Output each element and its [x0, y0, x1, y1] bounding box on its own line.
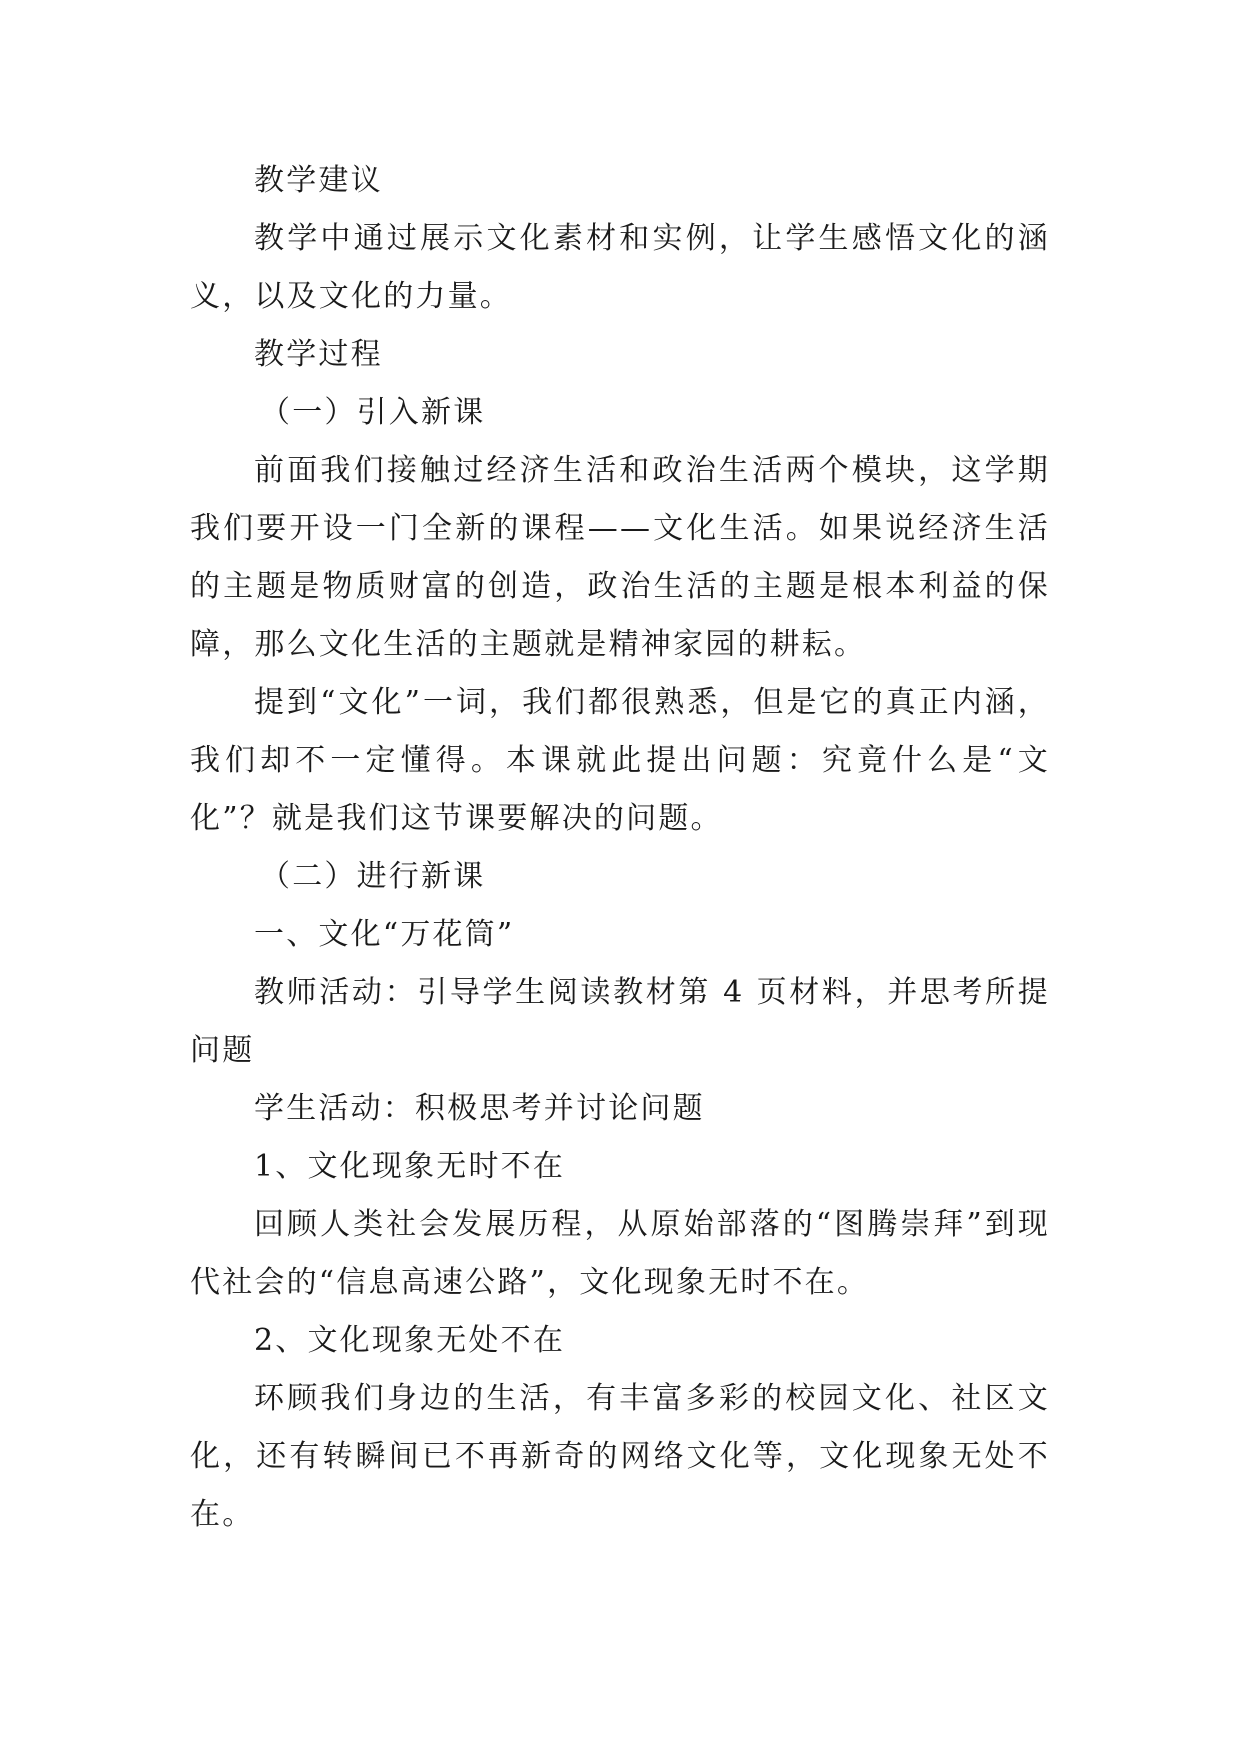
paragraph-student-activity: 学生活动：积极思考并讨论问题: [254, 1091, 705, 1126]
paragraph-teaching-suggestion: 教学中通过展示文化素材和实例，让学生感悟文化的涵义，以及文化的力量。: [190, 221, 1050, 314]
section-title-kaleidoscope: 一、文化“万花筒”: [254, 917, 515, 952]
paragraph-culture-question: 提到“文化”一词，我们都很熟悉，但是它的真正内涵，我们却不一定懂得。本课就此提出问题：究竟什么是“文化”？就是我们这节课要解决的问题。: [190, 685, 1050, 836]
paragraph-always-present: 回顾人类社会发展历程，从原始部落的“图腾崇拜”到现代社会的“信息高速公路”，文化现象无时不在。: [190, 1207, 1050, 1300]
subsection-title-new-lesson: （二）进行新课: [260, 859, 486, 894]
subsection-title-introduction: （一）引入新课: [260, 395, 486, 430]
point-title-everywhere-present: 2、文化现象无处不在: [254, 1323, 566, 1358]
paragraph-introduction: 前面我们接触过经济生活和政治生活两个模块，这学期我们要开设一门全新的课程——文化生活。如果说经济生活的主题是物质财富的创造，政治生活的主题是根本利益的保障，那么文化生活的主题就是精神家园的耕耘。: [190, 453, 1050, 662]
section-title-teaching-suggestions: 教学建议: [254, 163, 383, 198]
section-title-teaching-process: 教学过程: [254, 337, 383, 372]
paragraph-everywhere-present: 环顾我们身边的生活，有丰富多彩的校园文化、社区文化，还有转瞬间已不再新奇的网络文化等，文化现象无处不在。: [190, 1381, 1050, 1532]
document-body: [190, 152, 1050, 1544]
paragraph-teacher-activity: 教师活动：引导学生阅读教材第 4 页材料，并思考所提问题: [190, 975, 1050, 1068]
point-title-always-present: 1、文化现象无时不在: [254, 1149, 566, 1184]
